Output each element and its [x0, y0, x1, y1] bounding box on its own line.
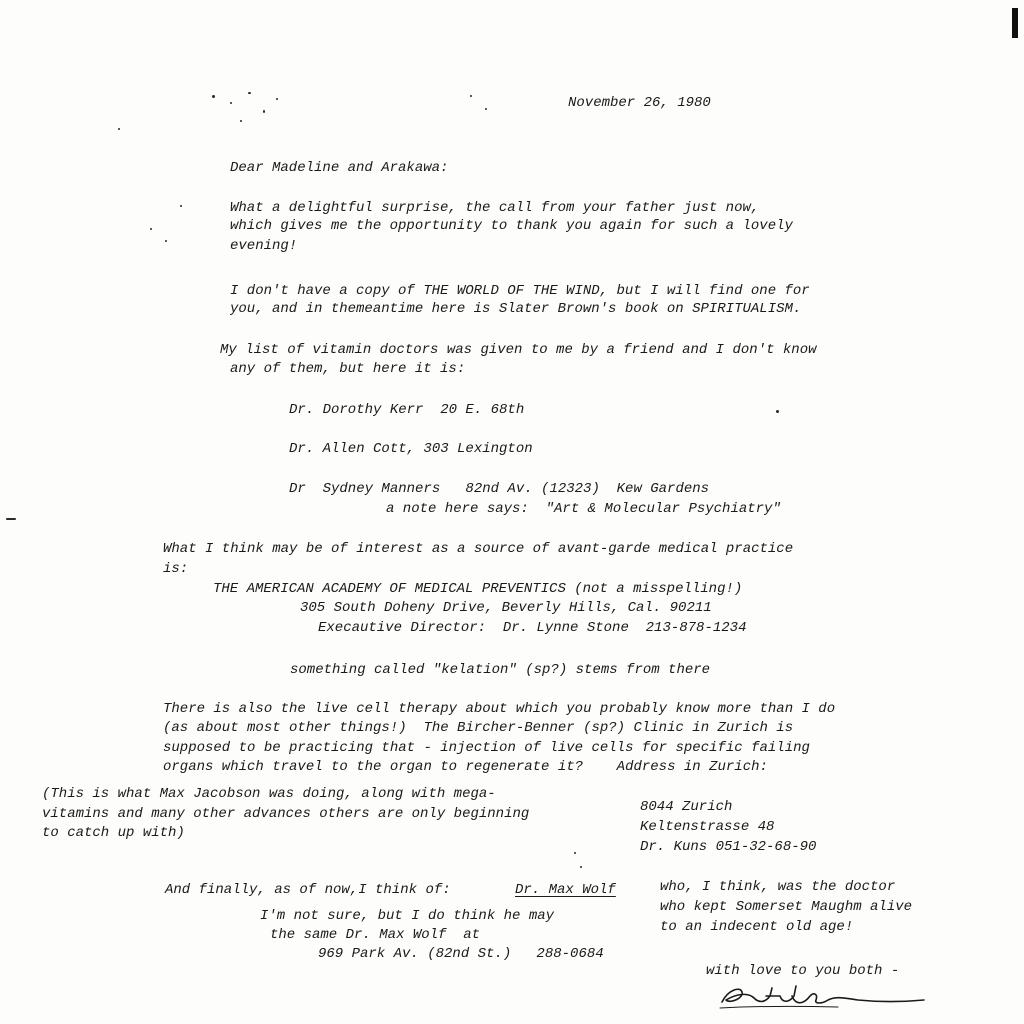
zurich-address-line-2: Keltenstrasse 48: [640, 819, 775, 835]
jacobson-note-line-2: vitamins and many other advances others are only beginning: [42, 806, 530, 822]
scan-speck: [470, 95, 472, 97]
doctor-entry: Dr. Dorothy Kerr 20 E. 68th: [289, 402, 525, 418]
scan-speck: [263, 110, 265, 113]
scan-speck: [180, 205, 182, 207]
scan-speck: [574, 852, 576, 854]
wolf-note-line-1: I'm not sure, but I do think he may: [260, 908, 555, 924]
scan-edge-mark: [1012, 8, 1018, 38]
paragraph-2-line-1: I don't have a copy of THE WORLD OF THE WIND, but I will find one for: [230, 283, 810, 299]
scan-speck: [240, 120, 242, 122]
scan-speck: [230, 102, 232, 104]
scan-speck: [212, 95, 215, 98]
paragraph-3-line-2: any of them, but here it is:: [230, 361, 466, 377]
maugham-note-line-2: who kept Somerset Maughm alive: [660, 899, 913, 915]
doctor-entry: Dr. Allen Cott, 303 Lexington: [289, 441, 533, 457]
paragraph-3-line-1: My list of vitamin doctors was given to me by a friend and I don't know: [220, 342, 817, 358]
closing: with love to you both -: [706, 963, 900, 979]
wolf-note-line-3: 969 Park Av. (82nd St.) 288-0684: [318, 946, 604, 962]
jacobson-note-line-3: to catch up with): [42, 825, 185, 841]
zurich-address-line-3: Dr. Kuns 051-32-68-90: [640, 839, 817, 855]
scan-speck: [165, 240, 167, 242]
scan-speck: [485, 108, 487, 110]
zurich-address-line-1: 8044 Zurich: [640, 799, 733, 815]
paragraph-1-line-1: What a delightful surprise, the call from your father just now,: [230, 200, 760, 216]
academy-director: Execautive Director: Dr. Lynne Stone 213-878-1234: [318, 620, 747, 636]
paragraph-4-line-1: What I think may be of interest as a source of avant-garde medical practice: [163, 541, 794, 557]
paragraph-5-line-4: organs which travel to the organ to regenerate it? Address in Zurich:: [163, 759, 768, 775]
maugham-note-line-3: to an indecent old age!: [660, 919, 854, 935]
academy-address: 305 South Doheny Drive, Beverly Hills, Cal. 90211: [300, 600, 712, 616]
paragraph-2-line-2: you, and in themeantime here is Slater Brown's book on SPIRITUALISM.: [230, 301, 802, 317]
scan-speck: [150, 228, 152, 230]
scan-speck: [248, 92, 251, 94]
max-wolf-name: Dr. Max Wolf: [515, 882, 616, 898]
salutation: Dear Madeline and Arakawa:: [230, 160, 449, 176]
academy-name: THE AMERICAN ACADEMY OF MEDICAL PREVENTICS (not a misspelling!): [213, 581, 743, 597]
maugham-note-line-1: who, I think, was the doctor: [660, 879, 896, 895]
letter-date: November 26, 1980: [568, 95, 711, 111]
paragraph-5-line-2: (as about most other things!) The Bircher-Benner (sp?) Clinic in Zurich is: [163, 720, 794, 736]
finally-prefix: And finally, as of now,I think of:: [165, 882, 451, 898]
paragraph-1-line-2: which gives me the opportunity to thank you again for such a lovely: [230, 218, 793, 234]
scan-speck: [6, 518, 16, 520]
paragraph-4-line-2: is:: [163, 561, 189, 577]
signature-icon: [718, 982, 928, 1019]
paragraph-5-line-3: supposed to be practicing that - injection of live cells for specific failing: [163, 740, 810, 756]
kelation-note: something called "kelation" (sp?) stems from there: [290, 662, 711, 678]
scan-speck: [118, 128, 120, 130]
manners-note: a note here says: "Art & Molecular Psychiatry": [386, 501, 781, 517]
scan-speck: [776, 410, 779, 413]
paragraph-5-line-1: There is also the live cell therapy about which you probably know more than I do: [163, 701, 836, 717]
wolf-note-line-2: the same Dr. Max Wolf at: [270, 927, 481, 943]
jacobson-note-line-1: (This is what Max Jacobson was doing, along with mega-: [42, 786, 496, 802]
paragraph-1-line-3: evening!: [230, 238, 298, 254]
doctor-entry: Dr Sydney Manners 82nd Av. (12323) Kew Gardens: [289, 481, 710, 497]
scan-speck: [580, 866, 582, 868]
scan-speck: [276, 98, 278, 100]
